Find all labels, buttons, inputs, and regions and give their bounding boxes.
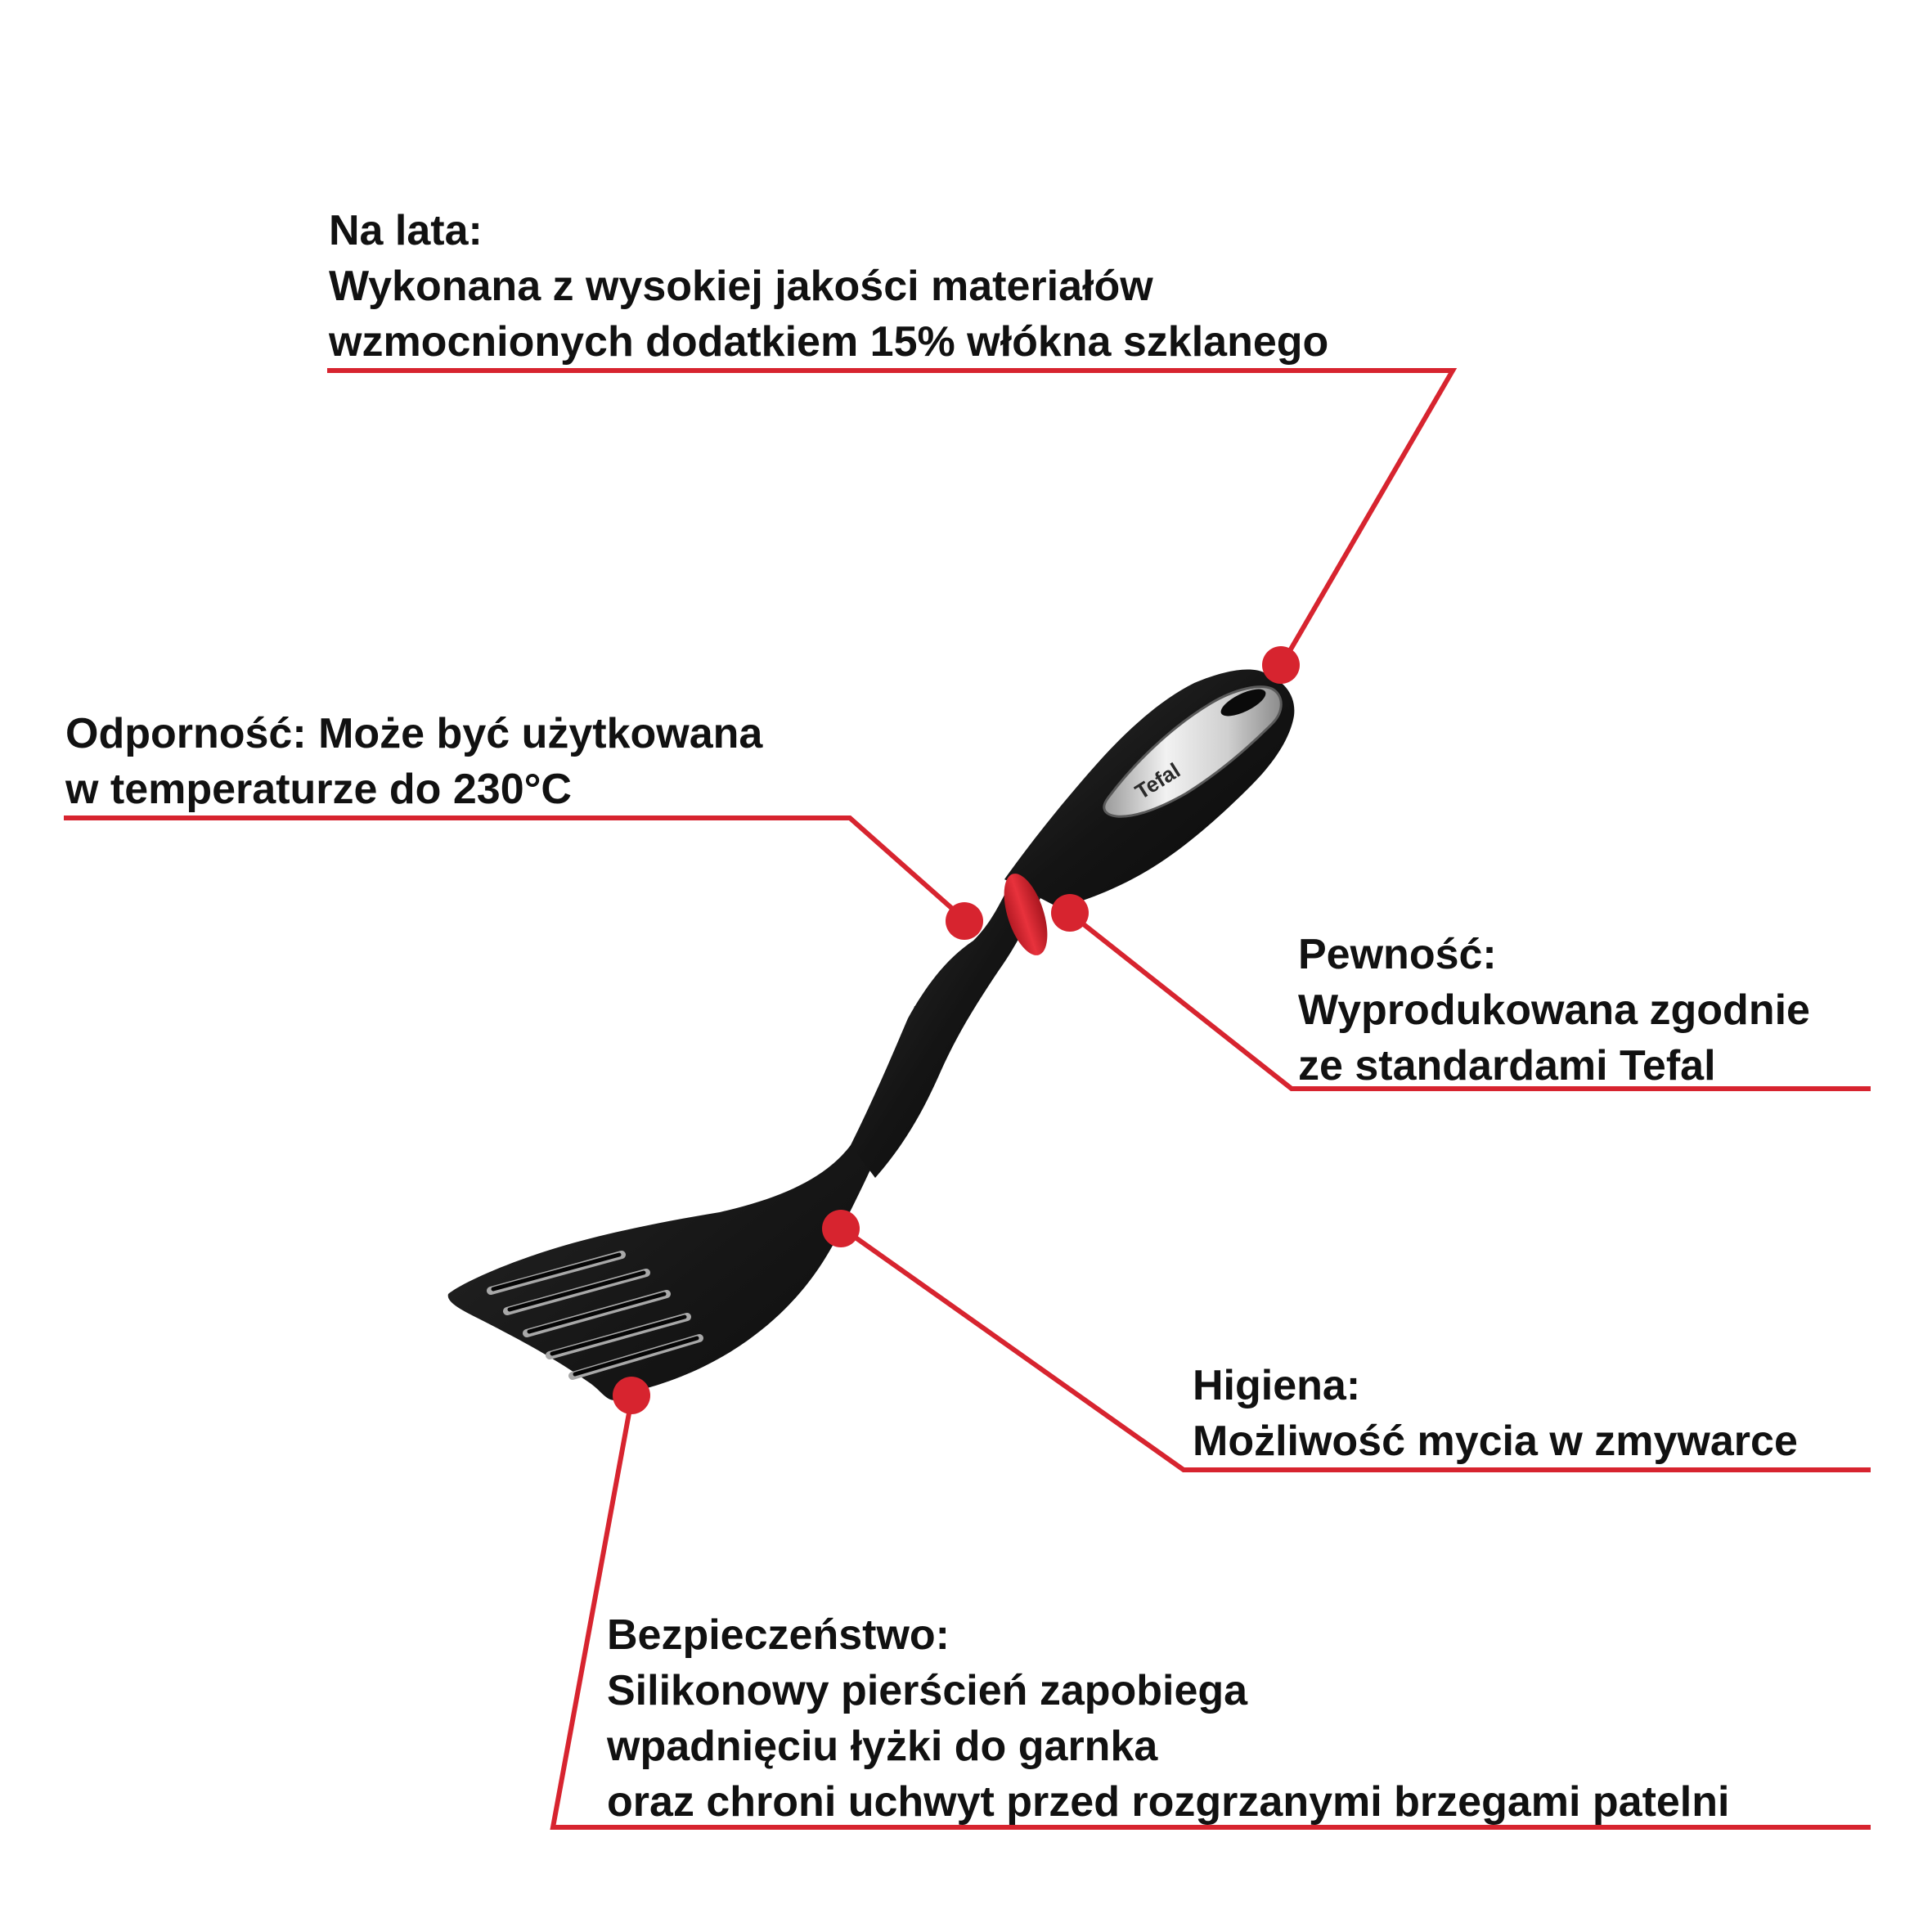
brand-logo: Tefal <box>1130 757 1185 805</box>
callout-text: Wyprodukowana zgodnie <box>1298 986 1810 1034</box>
marker-dot <box>946 902 983 940</box>
callout-heading: Na lata: <box>329 207 483 254</box>
marker-dot <box>822 1210 860 1247</box>
leader-line-na-lata <box>327 371 1453 663</box>
callout-text: oraz chroni uchwyt przed rozgrzanymi brzegami patelni <box>607 1778 1730 1826</box>
callout-heading: Bezpieczeństwo: <box>607 1611 950 1659</box>
callout-text: wpadnięciu łyżki do garnka <box>607 1723 1158 1770</box>
callout-text: Możliwość mycia w zmywarce <box>1193 1418 1798 1465</box>
callout-pewnosc <box>1298 927 1810 1094</box>
callout-text: wzmocnionych dodatkiem 15% włókna szklanego <box>329 318 1329 366</box>
callout-text: Silikonowy pierścień zapobiega <box>607 1667 1248 1714</box>
callout-na-lata <box>329 203 1328 370</box>
callout-bezpieczenstwo <box>607 1607 1729 1830</box>
marker-dot <box>1051 894 1089 932</box>
marker-dot <box>1262 646 1300 684</box>
callout-higiena <box>1193 1358 1798 1469</box>
leader-line-odpornosc <box>64 818 964 919</box>
callout-text: Wykonana z wysokiej jakości materiałów <box>329 263 1153 310</box>
callout-odpornosc <box>65 706 762 817</box>
callout-text: ze standardami Tefal <box>1298 1042 1716 1090</box>
callout-text: Odporność: Może być użytkowana <box>65 710 763 757</box>
callout-text: w temperaturze do 230°C <box>65 766 572 813</box>
marker-dot <box>613 1377 650 1414</box>
callout-heading: Higiena: <box>1193 1362 1361 1409</box>
callout-heading: Pewność: <box>1298 931 1497 978</box>
